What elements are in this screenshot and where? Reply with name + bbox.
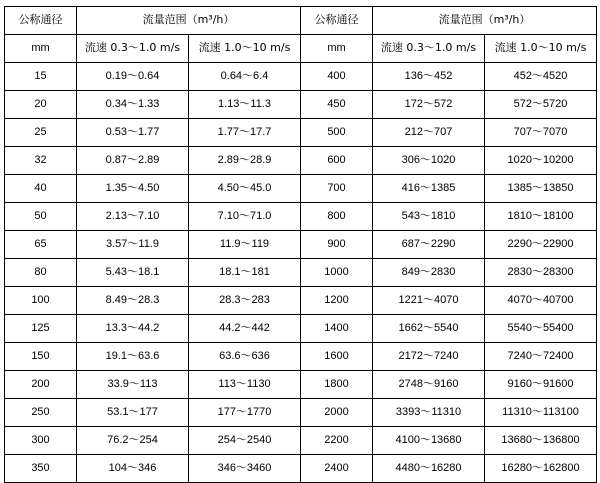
- cell-flow-low-left: 33.9～113: [77, 371, 189, 399]
- cell-flow-high-left: 113～1130: [189, 371, 301, 399]
- cell-flow-high-left: 0.64～6.4: [189, 63, 301, 91]
- cell-flow-high-left: 1.13～11.3: [189, 91, 301, 119]
- table-row: [5, 63, 597, 91]
- cell-nominal-diameter-left: 200: [5, 371, 77, 399]
- cell-nominal-diameter-left: 150: [5, 343, 77, 371]
- table-row: [5, 427, 597, 455]
- header-speed-low-right: 流速 0.3～1.0 m/s: [373, 35, 485, 63]
- cell-flow-low-right: 306～1020: [373, 147, 485, 175]
- cell-flow-high-left: 4.50～45.0: [189, 175, 301, 203]
- cell-flow-low-right: 687～2290: [373, 231, 485, 259]
- cell-nominal-diameter-left: 40: [5, 175, 77, 203]
- cell-flow-high-right: 452～4520: [485, 63, 597, 91]
- cell-nominal-diameter-left: 32: [5, 147, 77, 175]
- header-unit-left: mm: [5, 35, 77, 63]
- cell-nominal-diameter-right: 600: [301, 147, 373, 175]
- cell-nominal-diameter-right: 2000: [301, 399, 373, 427]
- cell-flow-low-right: 543～1810: [373, 203, 485, 231]
- cell-nominal-diameter-right: 2200: [301, 427, 373, 455]
- cell-flow-low-right: 416～1385: [373, 175, 485, 203]
- cell-flow-low-right: 3393～11310: [373, 399, 485, 427]
- cell-flow-low-left: 5.43～18.1: [77, 259, 189, 287]
- cell-nominal-diameter-left: 15: [5, 63, 77, 91]
- cell-nominal-diameter-left: 125: [5, 315, 77, 343]
- cell-flow-low-right: 2748～9160: [373, 371, 485, 399]
- cell-flow-low-left: 76.2～254: [77, 427, 189, 455]
- table-row: [5, 203, 597, 231]
- table-header-row-sub: [5, 35, 597, 63]
- cell-flow-low-left: 0.34～1.33: [77, 91, 189, 119]
- cell-flow-low-left: 19.1～63.6: [77, 343, 189, 371]
- cell-flow-low-right: 1221～4070: [373, 287, 485, 315]
- table-row: [5, 371, 597, 399]
- cell-flow-high-left: 346～3460: [189, 455, 301, 483]
- table-row: [5, 259, 597, 287]
- cell-flow-high-left: 11.9～119: [189, 231, 301, 259]
- cell-nominal-diameter-left: 100: [5, 287, 77, 315]
- table-row: [5, 175, 597, 203]
- cell-nominal-diameter-right: 1400: [301, 315, 373, 343]
- cell-flow-high-right: 7240～72400: [485, 343, 597, 371]
- cell-flow-high-right: 1810～18100: [485, 203, 597, 231]
- table-body: [5, 7, 597, 483]
- cell-flow-low-left: 1.35～4.50: [77, 175, 189, 203]
- cell-flow-low-right: 172～572: [373, 91, 485, 119]
- cell-nominal-diameter-right: 1600: [301, 343, 373, 371]
- header-speed-low-left: 流速 0.3～1.0 m/s: [77, 35, 189, 63]
- table-row: [5, 455, 597, 483]
- header-flow-range-right-text: 流量范围（m³/h）: [438, 13, 531, 27]
- cell-flow-high-left: 2.89～28.9: [189, 147, 301, 175]
- cell-flow-low-left: 0.19～0.64: [77, 63, 189, 91]
- cell-flow-low-left: 8.49～28.3: [77, 287, 189, 315]
- cell-nominal-diameter-left: 250: [5, 399, 77, 427]
- header-flow-range-left-text: 流量范围（m³/h）: [142, 13, 235, 27]
- cell-flow-high-left: 28.3～283: [189, 287, 301, 315]
- header-flow-range-left: [77, 7, 301, 35]
- cell-flow-low-left: 104～346: [77, 455, 189, 483]
- header-flow-range-right: [373, 7, 597, 35]
- cell-flow-high-left: 177～1770: [189, 399, 301, 427]
- cell-flow-high-right: 5540～55400: [485, 315, 597, 343]
- cell-nominal-diameter-left: 65: [5, 231, 77, 259]
- cell-flow-high-right: 16280～162800: [485, 455, 597, 483]
- cell-flow-low-left: 13.3～44.2: [77, 315, 189, 343]
- header-nominal-diameter-left: 公称通径: [5, 7, 77, 35]
- cell-flow-high-left: 63.6～636: [189, 343, 301, 371]
- cell-flow-low-right: 4100～13680: [373, 427, 485, 455]
- cell-flow-high-right: 2830～28300: [485, 259, 597, 287]
- cell-flow-low-left: 53.1～177: [77, 399, 189, 427]
- cell-nominal-diameter-left: 25: [5, 119, 77, 147]
- cell-flow-high-left: 44.2～442: [189, 315, 301, 343]
- cell-flow-high-right: 11310～113100: [485, 399, 597, 427]
- cell-nominal-diameter-left: 300: [5, 427, 77, 455]
- cell-nominal-diameter-right: 700: [301, 175, 373, 203]
- cell-flow-low-right: 849～2830: [373, 259, 485, 287]
- table-row: [5, 147, 597, 175]
- cell-flow-low-right: 136～452: [373, 63, 485, 91]
- table-row: [5, 119, 597, 147]
- cell-flow-low-left: 0.53～1.77: [77, 119, 189, 147]
- cell-flow-high-right: 13680～136800: [485, 427, 597, 455]
- cell-nominal-diameter-left: 80: [5, 259, 77, 287]
- cell-flow-low-left: 2.13～7.10: [77, 203, 189, 231]
- table-row: [5, 399, 597, 427]
- cell-flow-low-right: 212～707: [373, 119, 485, 147]
- cell-flow-high-right: 572～5720: [485, 91, 597, 119]
- table-row: [5, 287, 597, 315]
- cell-flow-low-left: 0.87～2.89: [77, 147, 189, 175]
- cell-nominal-diameter-right: 1200: [301, 287, 373, 315]
- cell-nominal-diameter-left: 50: [5, 203, 77, 231]
- cell-flow-high-right: 1385～13850: [485, 175, 597, 203]
- cell-nominal-diameter-left: 20: [5, 91, 77, 119]
- cell-nominal-diameter-right: 400: [301, 63, 373, 91]
- header-nominal-diameter-right: 公称通径: [301, 7, 373, 35]
- cell-flow-low-right: 2172～7240: [373, 343, 485, 371]
- cell-nominal-diameter-right: 500: [301, 119, 373, 147]
- cell-flow-high-right: 707～7070: [485, 119, 597, 147]
- cell-nominal-diameter-right: 2400: [301, 455, 373, 483]
- cell-nominal-diameter-right: 1800: [301, 371, 373, 399]
- cell-nominal-diameter-left: 350: [5, 455, 77, 483]
- cell-flow-high-right: 4070～40700: [485, 287, 597, 315]
- cell-nominal-diameter-right: 450: [301, 91, 373, 119]
- header-unit-right: mm: [301, 35, 373, 63]
- header-speed-high-right: 流速 1.0～10 m/s: [485, 35, 597, 63]
- cell-flow-low-right: 4480～16280: [373, 455, 485, 483]
- cell-flow-high-right: 1020～10200: [485, 147, 597, 175]
- table-row: [5, 343, 597, 371]
- cell-nominal-diameter-right: 800: [301, 203, 373, 231]
- cell-flow-low-right: 1662～5540: [373, 315, 485, 343]
- table-header-row-main: [5, 7, 597, 35]
- cell-flow-high-left: 18.1～181: [189, 259, 301, 287]
- cell-flow-high-left: 254～2540: [189, 427, 301, 455]
- table-row: [5, 231, 597, 259]
- cell-nominal-diameter-right: 1000: [301, 259, 373, 287]
- cell-flow-high-right: 2290～22900: [485, 231, 597, 259]
- table-row: [5, 315, 597, 343]
- cell-flow-high-left: 7.10～71.0: [189, 203, 301, 231]
- flow-range-table: [4, 6, 597, 483]
- cell-flow-high-left: 1.77～17.7: [189, 119, 301, 147]
- table-row: [5, 91, 597, 119]
- cell-flow-high-right: 9160～91600: [485, 371, 597, 399]
- header-speed-high-left: 流速 1.0～10 m/s: [189, 35, 301, 63]
- cell-nominal-diameter-right: 900: [301, 231, 373, 259]
- cell-flow-low-left: 3.57～11.9: [77, 231, 189, 259]
